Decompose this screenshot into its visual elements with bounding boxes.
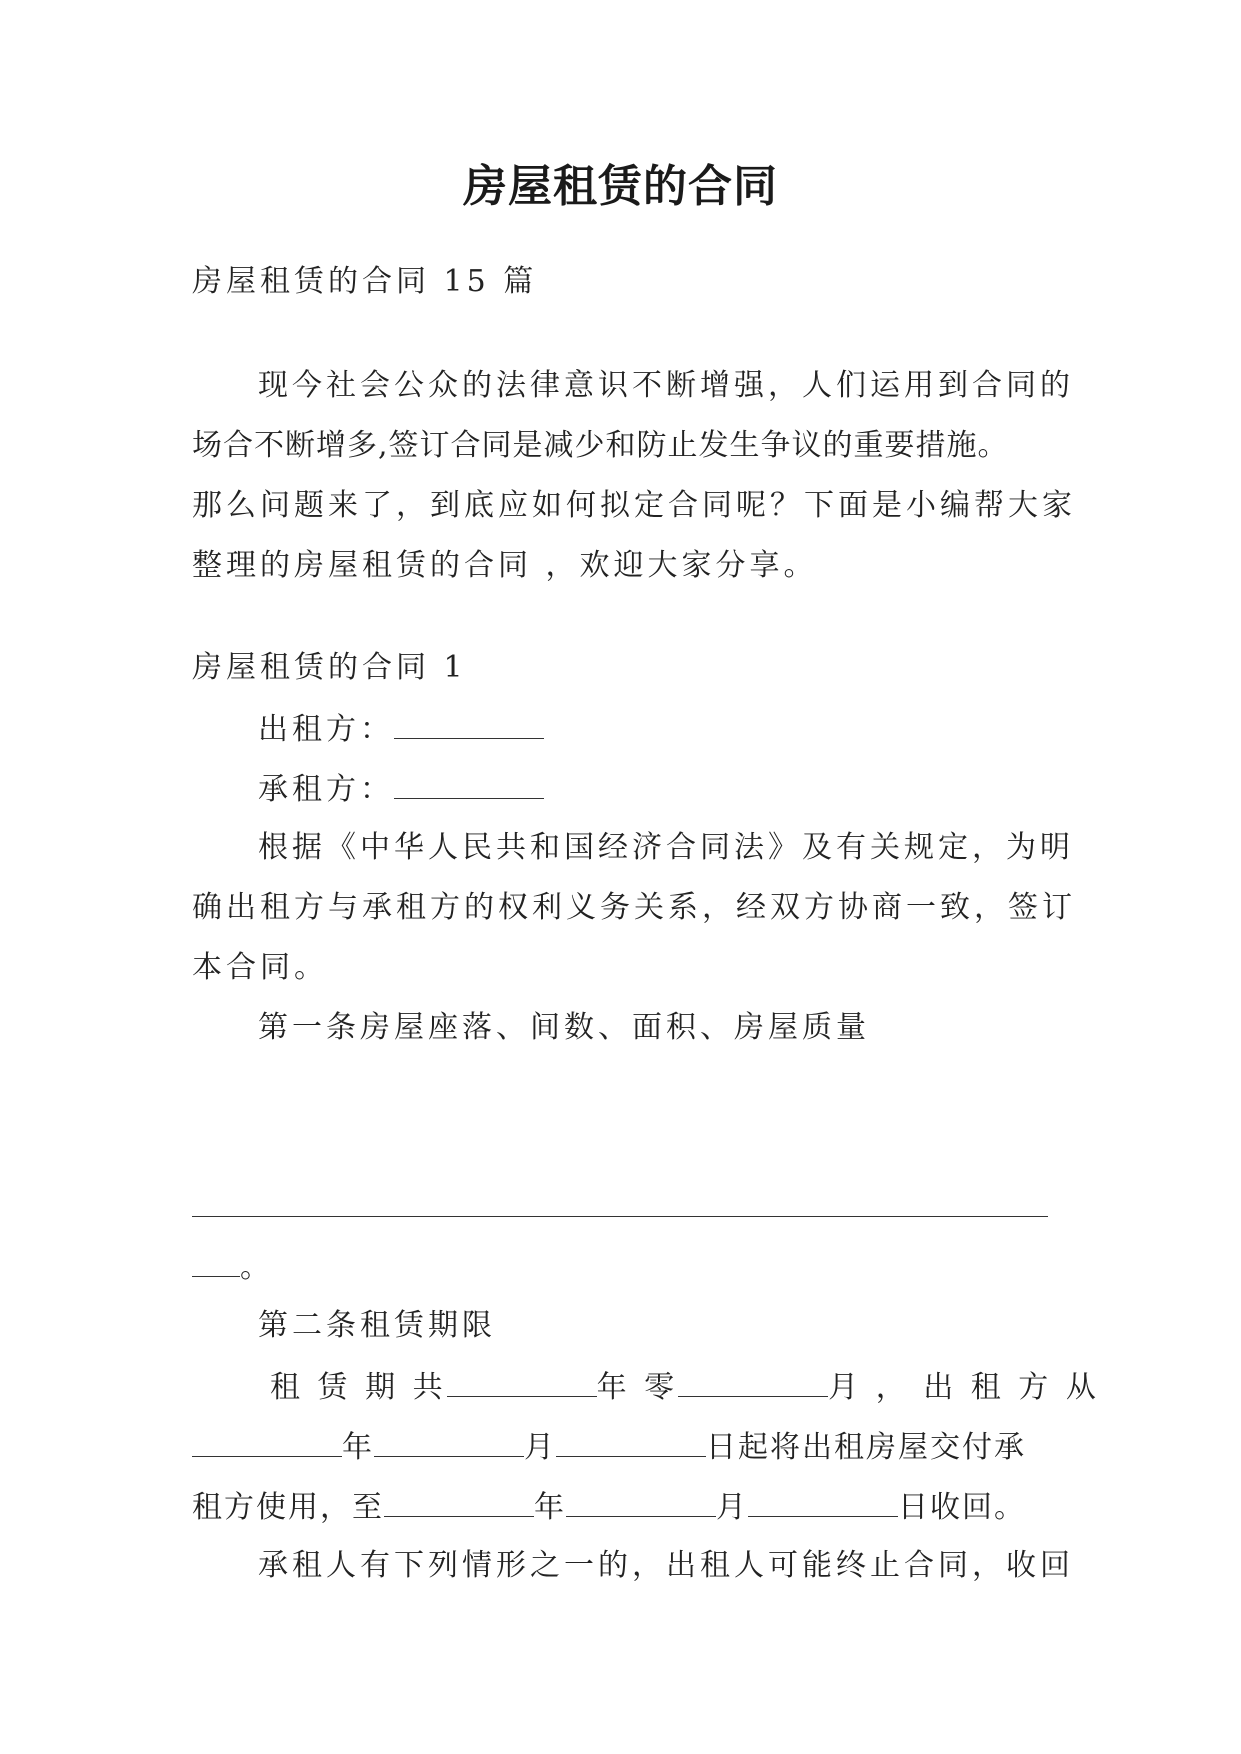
lessee-line bbox=[258, 768, 544, 810]
basis-line-1: 根据《中华人民共和国经济合同法》及有关规定，为明 bbox=[258, 830, 1074, 865]
term-blank-years bbox=[447, 1366, 597, 1397]
basis-line-2: 确出租方与承租方的权利义务关系，经双方协商一致，签订 bbox=[192, 890, 1076, 925]
term-l3-d: 日收回。 bbox=[898, 1490, 1026, 1525]
lessee-blank bbox=[394, 768, 544, 799]
term-l1-a: 租 赁 期 共 bbox=[270, 1370, 447, 1405]
intro-line-3: 那么问题来了，到底应如何拟定合同呢？下面是小编帮大家 bbox=[192, 488, 1076, 523]
term-line-2 bbox=[192, 1426, 1026, 1468]
fill-in-rule-period: 。 bbox=[240, 1250, 270, 1285]
document-subtitle: 房屋租赁的合同 15 篇 bbox=[192, 264, 538, 299]
term-l3-c: 月 bbox=[716, 1490, 748, 1525]
term-blank-months bbox=[678, 1366, 828, 1397]
termination-line: 承租人有下列情形之一的，出租人可能终止合同，收回 bbox=[258, 1548, 1074, 1583]
term-l2-a: 年 bbox=[342, 1430, 374, 1465]
lessor-label: 出租方： bbox=[258, 712, 394, 747]
lessee-label: 承租方： bbox=[258, 772, 394, 807]
term-blank-start-month bbox=[374, 1426, 524, 1457]
short-rule bbox=[192, 1246, 240, 1277]
lessor-line bbox=[258, 708, 544, 750]
term-blank-start-day bbox=[556, 1426, 706, 1457]
term-l1-b: 年 零 bbox=[596, 1370, 679, 1405]
document-title: 房屋租赁的合同 bbox=[463, 161, 778, 212]
fill-in-rule bbox=[192, 1216, 1048, 1217]
term-l3-b: 年 bbox=[534, 1490, 566, 1525]
term-l2-c: 日起将出租房屋交付承 bbox=[706, 1430, 1026, 1465]
term-blank-end-day bbox=[748, 1486, 898, 1517]
intro-line-2: 场合不断增多,签订合同是减少和防止发生争议的重要措施。 bbox=[192, 428, 1009, 463]
term-l2-b: 月 bbox=[524, 1430, 556, 1465]
article-1-heading: 第一条房屋座落、间数、面积、房屋质量 bbox=[258, 1010, 870, 1045]
fill-in-rule-end bbox=[192, 1246, 270, 1288]
section-heading: 房屋租赁的合同 1 bbox=[192, 650, 467, 685]
term-blank-end-year bbox=[384, 1486, 534, 1517]
basis-line-3: 本合同。 bbox=[192, 950, 328, 985]
intro-line-1: 现今社会公众的法律意识不断增强，人们运用到合同的 bbox=[258, 368, 1074, 403]
term-blank-end-month bbox=[566, 1486, 716, 1517]
term-line-3 bbox=[192, 1486, 1026, 1528]
article-2-heading: 第二条租赁期限 bbox=[258, 1308, 496, 1343]
lessor-blank bbox=[394, 708, 544, 739]
intro-line-4: 整理的房屋租赁的合同 ，欢迎大家分享。 bbox=[192, 548, 818, 583]
term-l3-a: 租方使用，至 bbox=[192, 1490, 384, 1525]
term-line-1 bbox=[270, 1366, 1100, 1408]
term-blank-start-year bbox=[192, 1426, 342, 1457]
term-l1-c: 月 ， 出 租 方 从 bbox=[828, 1370, 1100, 1405]
